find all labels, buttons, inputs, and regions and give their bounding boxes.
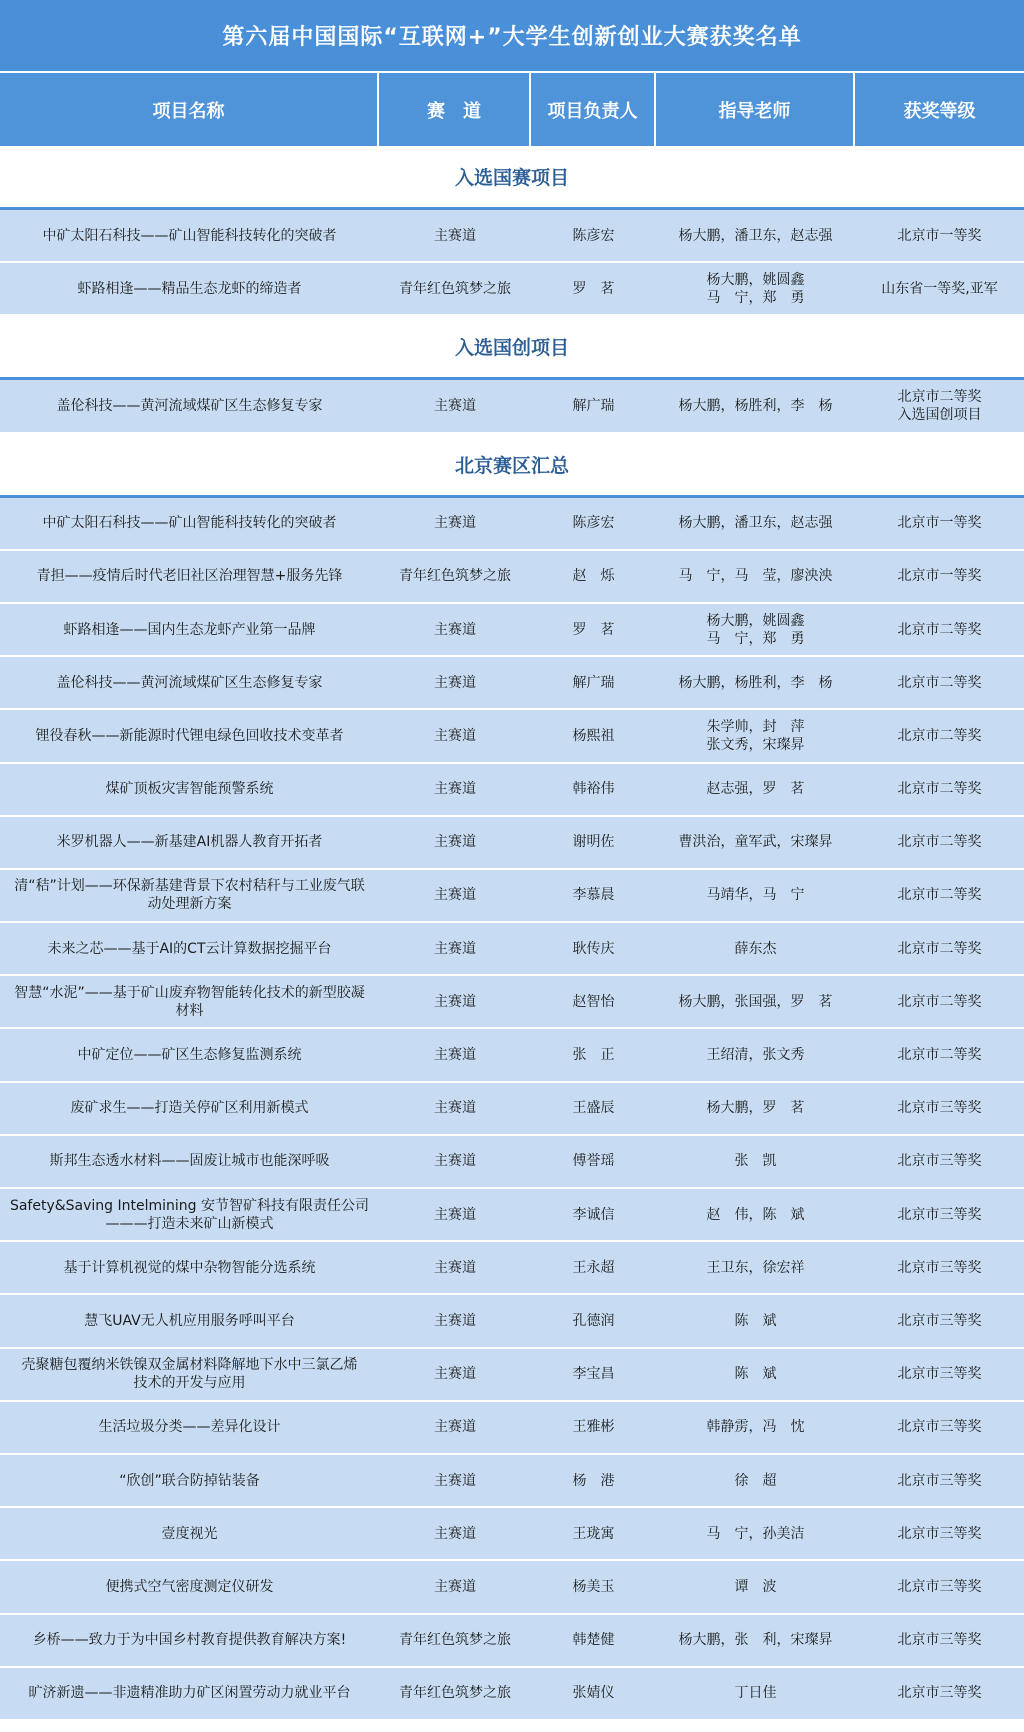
cell-advisor: 马 宁，孙美洁 [706, 1525, 805, 1542]
cell-advisor: 徐 超 [734, 1472, 777, 1489]
cell-leader: 罗 茗 [572, 280, 615, 297]
table-row [0, 1189, 1024, 1242]
cell-award-level: 北京市三等奖 [897, 1578, 982, 1595]
table-row [0, 976, 1024, 1029]
cell-award-level: 北京市二等奖 [897, 674, 982, 691]
cell-award-level: 北京市三等奖 [897, 1472, 982, 1489]
cell-leader: 陈彦宏 [572, 515, 615, 532]
cell-award-level: 北京市三等奖 [897, 1312, 982, 1329]
cell-track: 主赛道 [434, 1047, 476, 1064]
cell-project-name: 便携式空气密度测定仪研发 [105, 1578, 274, 1595]
cell-award-level: 北京市三等奖 [897, 1206, 982, 1223]
cell-award-level: 北京市一等奖 [897, 227, 982, 244]
cell-leader: 杨美玉 [572, 1578, 615, 1595]
cell-advisor: 杨大鹏，张 利，宋璨昇 [678, 1632, 833, 1649]
cell-project-name: 慧飞UAV无人机应用服务呼叫平台 [84, 1312, 295, 1329]
cell-leader: 李诚信 [572, 1206, 615, 1223]
table-row [0, 210, 1024, 263]
table-row [0, 1402, 1024, 1455]
cell-project-name: “欣创”联合防掉钻装备 [119, 1472, 260, 1489]
table-row [0, 817, 1024, 870]
cell-advisor: 杨大鹏，潘卫东，赵志强 [678, 515, 833, 532]
cell-project-name: 旷济新遗——非遗精准助力矿区闲置劳动力就业平台 [28, 1685, 351, 1702]
cell-leader: 张婧仪 [572, 1685, 615, 1702]
cell-award-level: 北京市二等奖 [897, 940, 982, 957]
cell-project-name: 废矿求生——打造关停矿区利用新模式 [70, 1100, 309, 1117]
cell-track: 主赛道 [434, 621, 476, 638]
header-track: 赛 道 [379, 73, 531, 146]
table-row [0, 1295, 1024, 1348]
cell-project-name: 中矿定位——矿区生态修复监测系统 [77, 1047, 302, 1064]
cell-track: 青年红色筑梦之旅 [399, 568, 511, 585]
cell-award-level: 北京市二等奖 [897, 781, 982, 798]
table-row [0, 657, 1024, 710]
cell-leader: 赵 烁 [572, 568, 615, 585]
section-heading: 入选国赛项目 [0, 146, 1024, 210]
cell-project-name: 未来之芯——基于AI的CT云计算数据挖掘平台 [47, 940, 332, 957]
cell-track: 主赛道 [434, 781, 476, 798]
cell-project-name: 生活垃圾分类——差异化设计 [98, 1419, 281, 1436]
cell-leader: 赵智怡 [572, 993, 615, 1010]
cell-award-level: 北京市三等奖 [897, 1419, 982, 1436]
cell-track: 主赛道 [434, 727, 476, 744]
cell-advisor: 曹洪治，童军武，宋璨昇 [678, 834, 833, 851]
cell-leader: 耿传庆 [572, 940, 615, 957]
cell-advisor: 王绍清，张文秀 [706, 1047, 805, 1064]
cell-track: 主赛道 [434, 1419, 476, 1436]
cell-track: 主赛道 [434, 1153, 476, 1170]
cell-track: 主赛道 [434, 1100, 476, 1117]
cell-award-level: 北京市二等奖 [897, 727, 982, 744]
cell-leader: 陈彦宏 [572, 227, 615, 244]
cell-track: 主赛道 [434, 1312, 476, 1329]
cell-track: 主赛道 [434, 1259, 476, 1276]
cell-advisor: 马 宁，马 莹，廖泱泱 [678, 568, 833, 585]
table-row [0, 1242, 1024, 1295]
cell-project-name: 虾路相逢——精品生态龙虾的缔造者 [77, 280, 302, 297]
cell-advisor: 杨大鹏，姚圆鑫 马 宁，郑 勇 [706, 612, 805, 647]
table-row [0, 1561, 1024, 1614]
table-row [0, 604, 1024, 657]
cell-leader: 韩楚健 [572, 1632, 615, 1649]
cell-award-level: 北京市三等奖 [897, 1259, 982, 1276]
cell-leader: 罗 茗 [572, 621, 615, 638]
cell-advisor: 丁日佳 [734, 1685, 777, 1702]
table-row [0, 263, 1024, 316]
cell-award-level: 北京市三等奖 [897, 1525, 982, 1542]
cell-advisor: 陈 斌 [734, 1366, 777, 1383]
cell-project-name: 清“秸”计划——环保新基建背景下农村秸秆与工业废气联 动处理新方案 [14, 878, 365, 913]
header-project-name: 项目名称 [0, 73, 379, 146]
cell-track: 主赛道 [434, 515, 476, 532]
table-body [0, 146, 1024, 1721]
header-advisor: 指导老师 [656, 73, 855, 146]
table-row [0, 1029, 1024, 1082]
table-row [0, 1615, 1024, 1668]
cell-advisor: 王卫东，徐宏祥 [706, 1259, 805, 1276]
table-row [0, 1508, 1024, 1561]
cell-track: 主赛道 [434, 1206, 476, 1223]
cell-project-name: 虾路相逢——国内生态龙虾产业第一品牌 [63, 621, 316, 638]
cell-advisor: 薛东杰 [734, 940, 777, 957]
table-row [0, 1668, 1024, 1721]
table-row [0, 498, 1024, 551]
header-leader: 项目负责人 [531, 73, 656, 146]
cell-advisor: 杨大鹏，张国强，罗 茗 [678, 993, 833, 1010]
section-heading: 入选国创项目 [0, 316, 1024, 380]
cell-project-name: 锂役春秋——新能源时代锂电绿色回收技术变革者 [35, 727, 344, 744]
cell-advisor: 张 凯 [734, 1153, 777, 1170]
table-row [0, 870, 1024, 923]
cell-leader: 王永超 [572, 1259, 615, 1276]
cell-project-name: Safety&Saving Intelmining 安节智矿科技有限责任公司 ———打造未来矿山新模式 [9, 1197, 370, 1232]
cell-leader: 王雅彬 [572, 1419, 615, 1436]
cell-leader: 韩裕伟 [572, 781, 615, 798]
cell-track: 主赛道 [434, 1578, 476, 1595]
cell-award-level: 北京市三等奖 [897, 1632, 982, 1649]
cell-leader: 张 正 [572, 1047, 615, 1064]
cell-track: 青年红色筑梦之旅 [399, 1632, 511, 1649]
table-row [0, 1349, 1024, 1402]
cell-project-name: 壹度视光 [161, 1525, 218, 1542]
cell-award-level: 北京市二等奖 [897, 887, 982, 904]
table-row [0, 764, 1024, 817]
cell-project-name: 乡桥——致力于为中国乡村教育提供教育解决方案! [32, 1632, 347, 1649]
cell-track: 青年红色筑梦之旅 [399, 280, 511, 297]
cell-advisor: 韩静雳，冯 忱 [706, 1419, 805, 1436]
cell-award-level: 北京市三等奖 [897, 1153, 982, 1170]
cell-leader: 王盛辰 [572, 1100, 615, 1117]
cell-award-level: 北京市二等奖 [897, 621, 982, 638]
cell-award-level: 北京市三等奖 [897, 1100, 982, 1117]
cell-project-name: 盖伦科技——黄河流域煤矿区生态修复专家 [56, 674, 323, 691]
cell-award-level: 北京市三等奖 [897, 1366, 982, 1383]
cell-award-level: 北京市二等奖 入选国创项目 [897, 388, 982, 423]
cell-project-name: 米罗机器人——新基建AI机器人教育开拓者 [56, 834, 323, 851]
cell-advisor: 杨大鹏，潘卫东，赵志强 [678, 227, 833, 244]
table-row [0, 1083, 1024, 1136]
cell-advisor: 陈 斌 [734, 1312, 777, 1329]
header-award-level: 获奖等级 [903, 100, 976, 122]
cell-project-name: 中矿太阳石科技——矿山智能科技转化的突破者 [42, 515, 337, 532]
cell-leader: 解广瑞 [572, 674, 615, 691]
cell-award-level: 北京市三等奖 [897, 1685, 982, 1702]
cell-track: 主赛道 [434, 1472, 476, 1489]
cell-advisor: 杨大鹏，姚圆鑫 马 宁，郑 勇 [706, 271, 805, 306]
cell-project-name: 青担——疫情后时代老旧社区治理智慧+服务先锋 [36, 568, 343, 585]
cell-leader: 解广瑞 [572, 397, 615, 414]
cell-leader: 谢明佐 [572, 834, 615, 851]
cell-track: 主赛道 [434, 993, 476, 1010]
cell-leader: 杨 港 [572, 1472, 615, 1489]
cell-track: 青年红色筑梦之旅 [399, 1685, 511, 1702]
section-heading: 北京赛区汇总 [0, 434, 1024, 498]
cell-advisor: 杨大鹏，杨胜利，李 杨 [678, 397, 833, 414]
cell-award-level: 北京市二等奖 [897, 993, 982, 1010]
cell-project-name: 斯邦生态透水材料——固废让城市也能深呼吸 [49, 1153, 330, 1170]
cell-advisor: 杨大鹏，罗 茗 [706, 1100, 805, 1117]
table-row [0, 710, 1024, 763]
cell-award-level: 北京市二等奖 [897, 1047, 982, 1064]
cell-track: 主赛道 [434, 227, 476, 244]
table-row [0, 1455, 1024, 1508]
cell-project-name: 基于计算机视觉的煤中杂物智能分选系统 [63, 1259, 316, 1276]
cell-advisor: 赵志强，罗 茗 [706, 781, 805, 798]
cell-track: 主赛道 [434, 834, 476, 851]
table-row [0, 1136, 1024, 1189]
cell-advisor: 谭 波 [734, 1578, 777, 1595]
cell-project-name: 智慧“水泥”——基于矿山废弃物智能转化技术的新型胶凝 材料 [14, 984, 365, 1019]
cell-leader: 李宝昌 [572, 1366, 615, 1383]
table-row [0, 923, 1024, 976]
page-title: 第六届中国国际“互联网+”大学生创新创业大赛获奖名单 [0, 0, 1024, 73]
cell-leader: 李慕晨 [572, 887, 615, 904]
cell-project-name: 壳聚糖包覆纳米铁镍双金属材料降解地下水中三氯乙烯 技术的开发与应用 [21, 1357, 358, 1392]
table-row [0, 380, 1024, 433]
cell-award-level: 山东省一等奖,亚军 [881, 280, 998, 297]
cell-project-name: 盖伦科技——黄河流域煤矿区生态修复专家 [56, 397, 323, 414]
cell-track: 主赛道 [434, 1366, 476, 1383]
cell-advisor: 朱学帅，封 萍 张文秀，宋璨昇 [706, 718, 805, 753]
cell-track: 主赛道 [434, 940, 476, 957]
table-row [0, 551, 1024, 604]
cell-advisor: 赵 伟，陈 斌 [706, 1206, 805, 1223]
cell-track: 主赛道 [434, 674, 476, 691]
cell-track: 主赛道 [434, 1525, 476, 1542]
cell-leader: 杨熙祖 [572, 727, 615, 744]
cell-award-level: 北京市一等奖 [897, 568, 982, 585]
cell-leader: 傅誉瑶 [572, 1153, 615, 1170]
cell-leader: 孔德润 [572, 1312, 615, 1329]
cell-track: 主赛道 [434, 887, 476, 904]
cell-leader: 王珑寓 [572, 1525, 615, 1542]
cell-advisor: 杨大鹏，杨胜利，李 杨 [678, 674, 833, 691]
cell-award-level: 北京市二等奖 [897, 834, 982, 851]
cell-award-level: 北京市一等奖 [897, 515, 982, 532]
cell-project-name: 煤矿顶板灾害智能预警系统 [105, 781, 274, 798]
cell-project-name: 中矿太阳石科技——矿山智能科技转化的突破者 [42, 227, 337, 244]
cell-advisor: 马靖华，马 宁 [706, 887, 805, 904]
table-header [0, 73, 1024, 146]
cell-track: 主赛道 [434, 397, 476, 414]
